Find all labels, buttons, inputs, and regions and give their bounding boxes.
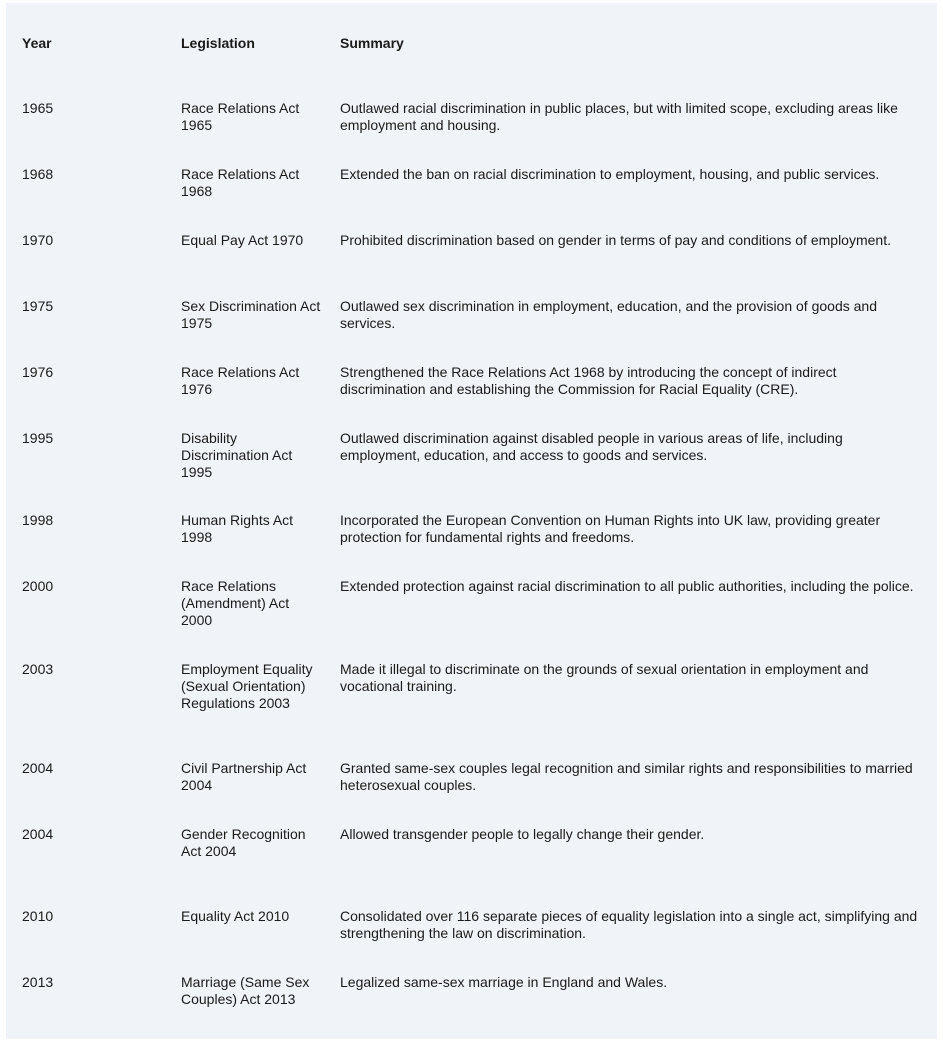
- legislation-cell: Race Relations Act 1965: [181, 100, 300, 133]
- year-cell: 1968: [22, 166, 54, 182]
- summary-cell: Outlawed sex discrimination in employment, education, and the provision of goods and services.: [340, 298, 877, 331]
- year-cell: 1970: [22, 232, 54, 248]
- legislation-table: [6, 3, 937, 1029]
- table-row: [6, 205, 937, 271]
- legislation-cell: Marriage (Same Sex Couples) Act 2013: [181, 974, 310, 1007]
- table-row: [6, 485, 937, 551]
- column-header-year: Year: [22, 35, 52, 51]
- summary-cell: Incorporated the European Convention on Human Rights into UK law, providing greater protection for fundamental rights and freedoms.: [340, 512, 881, 545]
- summary-cell: Made it illegal to discriminate on the grounds of sexual orientation in employment and vocational training.: [340, 661, 869, 694]
- table-row: [6, 139, 937, 205]
- table-row: [6, 403, 937, 485]
- table-header-row: [6, 3, 937, 73]
- year-cell: 1975: [22, 298, 54, 314]
- legislation-cell: Race Relations Act 1976: [181, 364, 300, 397]
- summary-cell: Outlawed racial discrimination in public places, but with limited scope, excluding areas like employment and housing.: [340, 100, 898, 133]
- summary-cell: Strengthened the Race Relations Act 1968 by introducing the concept of indirect discrimination and establishing the Commission for Racial Equality (CRE).: [340, 364, 837, 397]
- year-cell: 2013: [22, 974, 54, 990]
- summary-cell: Legalized same-sex marriage in England and Wales.: [340, 974, 668, 990]
- summary-cell: Outlawed discrimination against disabled people in various areas of life, including employment, education, and access to goods and services.: [340, 430, 843, 463]
- summary-cell: Extended the ban on racial discrimination to employment, housing, and public services.: [340, 166, 880, 182]
- column-header-summary: Summary: [340, 35, 404, 51]
- year-cell: 1965: [22, 100, 54, 116]
- table-row: [6, 733, 937, 799]
- year-cell: 2010: [22, 908, 54, 924]
- legislation-cell: Disability Discrimination Act 1995: [181, 430, 293, 480]
- legislation-cell: Equality Act 2010: [181, 908, 290, 924]
- legislation-cell: Race Relations (Amendment) Act 2000: [181, 578, 290, 628]
- summary-cell: Prohibited discrimination based on gender in terms of pay and conditions of employment.: [340, 232, 891, 248]
- legislation-cell: Sex Discrimination Act 1975: [181, 298, 321, 331]
- legislation-cell: Race Relations Act 1968: [181, 166, 300, 199]
- table-row: [6, 337, 937, 403]
- year-cell: 2004: [22, 826, 54, 842]
- summary-cell: Extended protection against racial discrimination to all public authorities, including the police.: [340, 578, 914, 594]
- table-row: [6, 947, 937, 1029]
- year-cell: 1995: [22, 430, 54, 446]
- table-row: [6, 799, 937, 881]
- legislation-cell: Civil Partnership Act 2004: [181, 760, 307, 793]
- summary-cell: Granted same-sex couples legal recognition and similar rights and responsibilities to married heterosexual couples.: [340, 760, 913, 793]
- table-row: [6, 551, 937, 634]
- year-cell: 2004: [22, 760, 54, 776]
- summary-cell: Allowed transgender people to legally change their gender.: [340, 826, 705, 842]
- legislation-cell: Equal Pay Act 1970: [181, 232, 304, 248]
- year-cell: 1976: [22, 364, 54, 380]
- column-header-legislation: Legislation: [181, 35, 255, 51]
- year-cell: 1998: [22, 512, 54, 528]
- legislation-cell: Human Rights Act 1998: [181, 512, 294, 545]
- year-cell: 2003: [22, 661, 54, 677]
- table-row: [6, 271, 937, 337]
- legislation-table-panel: [6, 3, 937, 1039]
- table-row: [6, 881, 937, 947]
- table-row: [6, 73, 937, 139]
- legislation-cell: Gender Recognition Act 2004: [181, 826, 306, 859]
- table-row: [6, 634, 937, 733]
- summary-cell: Consolidated over 116 separate pieces of equality legislation into a single act, simplifying and strengthening the law on discrimination.: [340, 908, 918, 941]
- year-cell: 2000: [22, 578, 54, 594]
- legislation-cell: Employment Equality (Sexual Orientation) Regulations 2003: [181, 661, 313, 711]
